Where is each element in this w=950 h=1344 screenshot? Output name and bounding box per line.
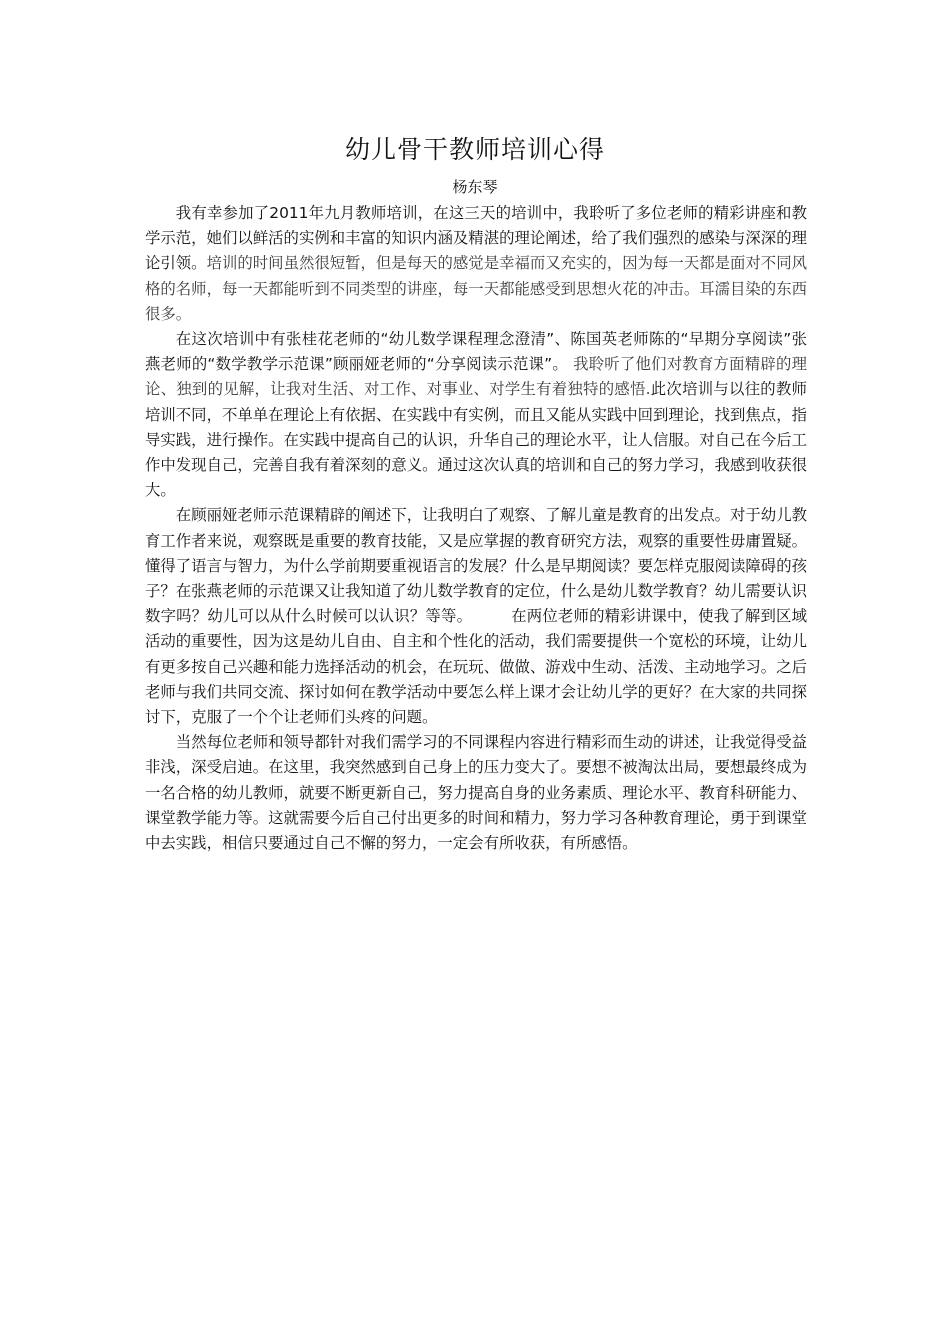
document-title: 幼儿骨干教师培训心得 [344,135,605,164]
paragraph-3: 在顾丽娅老师示范课精辟的阐述下，让我明白了观察、了解儿童是教育的出发点。对于幼儿教育工作者来说，观察既是重要的教育技能，又是应掌握的教育研究方法，观察的重要性毋庸置疑。懂得了语言与智力，为什么学前期要重视语言的发展？什么是早期阅读？要怎样克服阅读障碍的孩子？在张燕老师的示范课又让我知道了幼儿数学教育的定位，什么是幼儿数学教育？幼儿需要认识数字吗？幼儿可以从什么时候可以认识？等等。 在两位老师的精彩讲课中，使我了解到区域活动的重要性，因为这是幼儿自由、自主和个性化的活动，我们需要提供一个宽松的环境，让幼儿有更多按自己兴趣和能力选择活动的机会，在玩玩、做做、游戏中生动、活泼、主动地学习。之后老师与我们共同交流、探讨如何在教学活动中要怎么样上课才会让幼儿学的更好？在大家的共同探讨下，克服了一个个让老师们头疼的问题。 [145,506,807,727]
paragraph-1-part-1: 我有幸参加了2011年九月教师培训，在这三天的培训中，我聆听了多位老师的精彩讲座和教学示范，她们以鲜活的实例和丰富的知识内涵及精湛的理论阐述，给了我们强烈的感染与深深的理论引领。 [145,204,807,273]
document-body [145,201,807,856]
document-author: 杨东琴 [452,178,498,196]
paragraph-1-part-2: 培训的时间虽然很短暂，但是每天的感觉是幸福而又充实的，因为每一天都是面对不同风格的名师，每一天都能听到不同类型的讲座，每一天都能感受到思想火花的冲击。耳濡目染的东西很多。 [145,254,807,323]
paragraph-2-part-2: 我聆听了他们对教育方面精辟的理论、独到的见解，让我对生活、对工作、对事业、对学生有着独特的感悟. [145,355,807,399]
paragraph-2-part-1: 在这次培训中有张桂花老师的“幼儿数学课程理念澄清”、陈国英老师陈的“早期分享阅读”张燕老师的“数学教学示范课”顾丽娅老师的“分享阅读示范课”。 [145,330,807,374]
paragraph-2 [145,327,807,503]
paragraph-1 [145,201,807,327]
paragraph-2-part-3: 此次培训与以往的教师培训不同，不单单在理论上有依据、在实践中有实例，而且又能从实践中回到理论，找到焦点，指导实践，进行操作。在实践中提高自己的认识，升华自己的理论水平，让人信服。对自己在今后工作中发现自己，完善自我有着深刻的意义。通过这次认真的培训和自己的努力学习，我感到收获很大。 [145,380,807,500]
paragraph-4: 当然每位老师和领导都针对我们需学习的不同课程内容进行精彩而生动的讲述，让我觉得受益非浅，深受启迪。在这里，我突然感到自己身上的压力变大了。要想不被淘汰出局，要想最终成为一名合格的幼儿教师，就要不断更新自己，努力提高自身的业务素质、理论水平、教育科研能力、课堂教学能力等。这就需要今后自己付出更多的时间和精力，努力学习各种教育理论，勇于到课堂中去实践，相信只要通过自己不懈的努力，一定会有所收获，有所感悟。 [145,733,807,853]
